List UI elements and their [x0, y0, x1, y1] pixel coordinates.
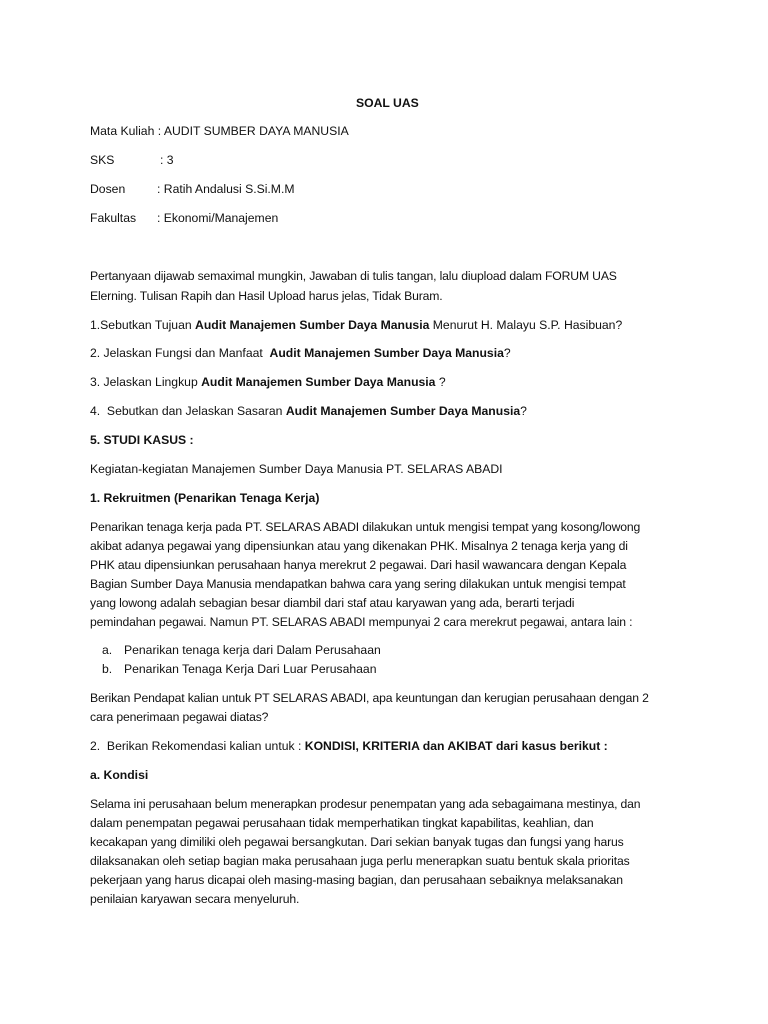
section-2-heading [90, 737, 608, 755]
question-2-prefix: 2. Jelaskan Fungsi dan Manfaat [90, 346, 270, 360]
paragraph-line: PHK atau dipensiunkan perusahaan hanya merekrut 2 pegawai. Dari hasil wawancara dengan Kepala [90, 558, 627, 572]
question-2-suffix: ? [503, 346, 511, 360]
question-3-prefix: 3. Jelaskan Lingkup [90, 375, 202, 389]
instructions-line-1: Pertanyaan dijawab semaximal mungkin, Jawaban di tulis tangan, lalu diupload dalam FORUM UAS [90, 269, 617, 283]
fakultas-value: : Ekonomi/Manajemen [157, 211, 279, 225]
question-2 [90, 344, 511, 362]
case-study-heading: 5. STUDI KASUS : [90, 433, 194, 447]
question-2-bold: Audit Manajemen Sumber Daya Manusia [269, 346, 504, 360]
case-question-1-line-1: Berikan Pendapat kalian untuk PT SELARAS ABADI, apa keuntungan dan kerugian perusahaan dengan 2 [90, 691, 649, 705]
sks-line [90, 151, 174, 169]
question-3-suffix: ? [435, 375, 446, 389]
paragraph-line: dalam penempatan pegawai perusahaan tidak memperhatikan tingkat kapabilitas, keahlian, dan [90, 816, 594, 830]
kondisi-heading: a. Kondisi [90, 768, 149, 782]
paragraph-line: Selama ini perusahaan belum menerapkan prodesur penempatan yang ada sebagaimana mestinya, dan [90, 797, 641, 811]
paragraph-line: kecakapan yang dimiliki oleh pegawai bersangkutan. Dari sekian banyak tugas dan fungsi yang harus [90, 835, 624, 849]
paragraph-line: Penarikan tenaga kerja pada PT. SELARAS ABADI dilakukan untuk mengisi tempat yang kosong/lowong [90, 520, 641, 534]
fakultas-label: Fakultas [90, 211, 137, 225]
list-marker: a. [102, 643, 113, 657]
question-4 [90, 402, 527, 420]
question-1-prefix: 1.Sebutkan Tujuan [90, 318, 196, 332]
question-4-prefix: 4. Sebutkan dan Jelaskan Sasaran [90, 404, 286, 418]
dosen-value: : Ratih Andalusi S.Si.M.M [157, 182, 295, 196]
question-1 [90, 316, 622, 334]
paragraph-line: Bagian Sumber Daya Manusia mendapatkan bahwa cara yang sering dilakukan untuk mengisi tempat [90, 577, 626, 591]
section-2-middle: dan [419, 739, 448, 753]
list-item [102, 641, 381, 659]
question-1-bold: Audit Manajemen Sumber Daya Manusia [195, 318, 430, 332]
dosen-label: Dosen [90, 182, 126, 196]
fakultas-line [90, 209, 278, 227]
case-study-intro: Kegiatan-kegiatan Manajemen Sumber Daya Manusia PT. SELARAS ABADI [90, 462, 503, 476]
section-2-bold-2: AKIBAT [447, 739, 493, 753]
case-question-1-line-2: cara penerimaan pegawai diatas? [90, 710, 269, 724]
list-item-text: Penarikan Tenaga Kerja Dari Luar Perusahaan [124, 662, 377, 676]
paragraph-line: penilaian karyawan secara menyeluruh. [90, 892, 300, 906]
section-2-prefix: 2. Berikan Rekomendasi kalian untuk : [90, 739, 305, 753]
question-4-bold: Audit Manajemen Sumber Daya Manusia [285, 404, 521, 418]
document-title: SOAL UAS [356, 96, 419, 110]
mata-kuliah-line: Mata Kuliah : AUDIT SUMBER DAYA MANUSIA [90, 124, 349, 138]
list-marker: b. [102, 662, 113, 676]
paragraph-line: yang lowong adalah sebagian besar diambil dari staf atau karyawan yang ada, berarti terjadi [90, 596, 575, 610]
section-1-heading: 1. Rekruitmen (Penarikan Tenaga Kerja) [90, 491, 320, 505]
question-4-suffix: ? [520, 404, 527, 418]
instructions-line-2: Elerning. Tulisan Rapih dan Hasil Upload harus jelas, Tidak Buram. [90, 289, 443, 303]
paragraph-line: pekerjaan yang harus dicapai oleh masing-masing bagian, dan perusahaan sebaiknya melaksanakan [90, 873, 623, 887]
dosen-line [90, 180, 295, 198]
section-2-bold-1: KONDISI, KRITERIA [304, 739, 420, 753]
question-1-suffix: Menurut H. Malayu S.P. Hasibuan? [429, 318, 623, 332]
list-item-text: Penarikan tenaga kerja dari Dalam Perusahaan [124, 643, 381, 657]
section-2-suffix: dari kasus berikut : [492, 739, 608, 753]
paragraph-line: dilaksanakan oleh setiap bagian maka perusahaan juga perlu menerapkan suatu bentuk skala prioritas [90, 854, 630, 868]
list-item [102, 660, 377, 678]
sks-label: SKS [90, 153, 115, 167]
paragraph-line: pemindahan pegawai. Namun PT. SELARAS ABADI mempunyai 2 cara merekrut pegawai, antara lain : [90, 615, 633, 629]
question-3 [90, 373, 446, 391]
sks-value: : 3 [160, 153, 174, 167]
paragraph-line: akibat adanya pegawai yang dipensiunkan atau yang dikenakan PHK. Misalnya 2 tenaga kerja yang di [90, 539, 628, 553]
question-3-bold: Audit Manajemen Sumber Daya Manusia [201, 375, 436, 389]
